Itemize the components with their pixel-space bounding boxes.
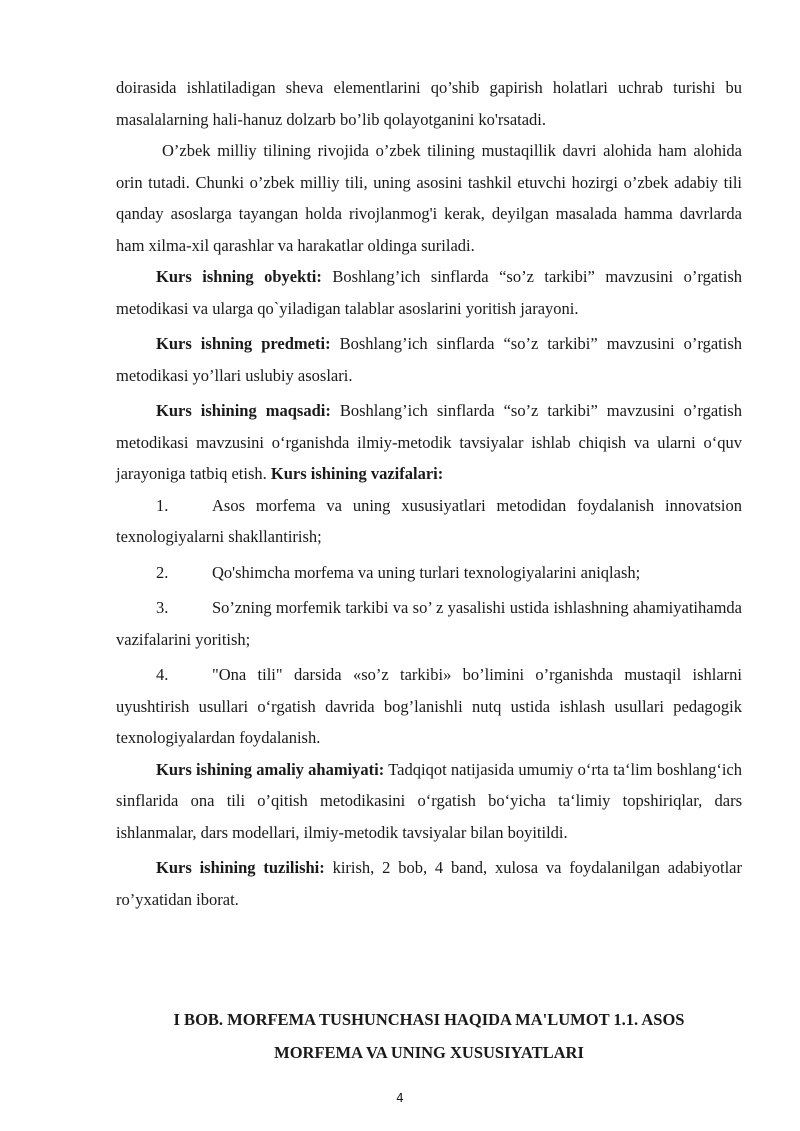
task-number: 3. (156, 598, 169, 617)
paragraph-milliy-til: O’zbek milliy tilining rivojida o’zbek tilining mustaqillik davri alohida ham alohida orin tutadi. Chunki o’zbek milliy tili, uning asosini tashkil etuvchi hozirgi o’zbek adabiy tili qanday asoslarga tayangan holda rivojlanmog'i kerak, deyilgan masalada hamma davrlarda ham xilma-xil qarashlar va harakatlar oldinga suriladi. (116, 141, 742, 255)
task-text: So’zning morfemik tarkibi va so’ z yasalishi ustida ishlashning ahamiyatihamda vazifalarini yoritish; (116, 598, 742, 649)
chapter-heading (116, 1003, 742, 1069)
vazifa-label: Kurs ishining vazifalari: (270, 464, 444, 483)
maqsad-label: Kurs ishining maqsadi: (156, 401, 331, 420)
maqsad-text: Boshlang’ich sinflarda “so’z tarkibi” mavzusini o’rgatish metodikasi mavzusini o‘rganishda ilmiy-metodik tavsiyalar ishlab chiqish va ularni o‘quv jarayoniga tatbiq etish. (116, 401, 742, 483)
paragraph-intro-continued: doirasida ishlatiladigan sheva elementlarini qo’shib gapirish holatlari uchrab turishi bu masalalarning hali-hanuz dolzarb bo’lib qolayotganini ko'rsatadi. (116, 78, 742, 129)
task-text: Qo'shimcha morfema va uning turlari texnologiyalarini aniqlash; (212, 562, 641, 582)
paragraph-tuzilish (116, 852, 742, 915)
tuzilish-text: kirish, 2 bob, 4 band, xulosa va foydalanilgan adabiyotlar ro’yxatidan iborat. (116, 858, 743, 909)
obyekt-text: Boshlang’ich sinflarda “so’z tarkibi” mavzusini o’rgatish metodikasi va ularga qo`yiladigan talablar asoslarini yoritish jarayoni. (116, 267, 742, 318)
list-item (116, 659, 742, 754)
task-number: 4. (156, 665, 169, 684)
list-item (116, 490, 742, 553)
document-body (116, 72, 742, 915)
amaliy-label: Kurs ishining amaliy ahamiyati: (156, 759, 385, 779)
task-text: "Ona tili" darsida «so’z tarkibi» bo’limini o’rganishda mustaqil ishlarni uyushtirish usullari o‘rgatish davrida bog’lanishli nutq ustida ishlash usullari pedagogik texnologiyalardan foydalanish. (116, 665, 742, 747)
paragraph-predmet (116, 328, 742, 391)
task-text: Asos morfema va uning xususiyatlari metodidan foydalanish innovatsion texnologiyalarni shakllantirish; (116, 495, 742, 546)
tuzilish-label: Kurs ishining tuzilishi: (156, 858, 325, 877)
paragraph-maqsad (116, 395, 742, 490)
list-item (116, 557, 742, 589)
task-number: 1. (156, 495, 169, 515)
chapter-heading-line-2: MORFEMA VA UNING XUSUSIYATLARI (274, 1043, 584, 1062)
list-item (116, 592, 742, 655)
obyekt-label: Kurs ishning obyekti: (156, 267, 322, 286)
predmet-text: Boshlang’ich sinflarda “so’z tarkibi” mavzusini o’rgatish metodikasi yo’llari uslubiy asoslari. (116, 334, 742, 385)
chapter-heading-line-1: I BOB. MORFEMA TUSHUNCHASI HAQIDA MA'LUMOT 1.1. ASOS (173, 1010, 685, 1029)
predmet-label: Kurs ishning predmeti: (156, 334, 331, 353)
task-number: 2. (156, 562, 169, 582)
page-number: 4 (396, 1091, 404, 1105)
paragraph-obyekt (116, 261, 742, 324)
paragraph-amaliy (116, 754, 742, 849)
amaliy-text: Tadqiqot natijasida umumiy o‘rta ta‘lim boshlang‘ich sinflarida ona tili o’qitish metodikasini o‘rgatish bo‘yicha ta‘limiy topshiriqlar, dars ishlanmalar, dars modellari, ilmiy-metodik tavsiyalar bilan boyitildi. (116, 759, 743, 842)
